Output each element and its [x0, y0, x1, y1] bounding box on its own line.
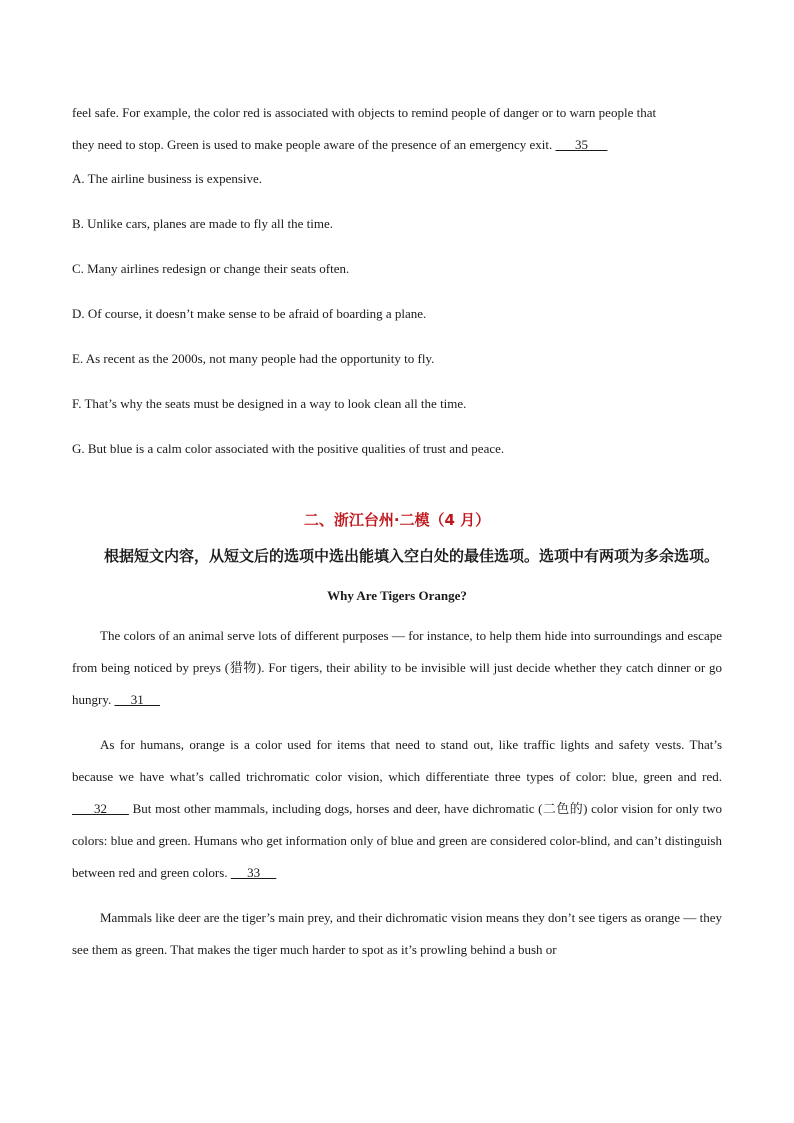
paragraph-2-text-b: But most other mammals, including dogs, horses and deer, have dichromatic (二色的) color vision for only two colors: blue and green. Humans who get information only of blue and green are considered color-blind, and can’t distinguish between red and green colors. — [72, 801, 723, 880]
options-list — [72, 169, 722, 459]
blank-32: 32 — [72, 801, 129, 816]
intro-line-2: they need to stop. Green is used to make people aware of the presence of an emergency exit. — [72, 137, 556, 152]
intro-line-1: feel safe. For example, the color red is associated with objects to remind people of danger or to warn people that — [72, 105, 657, 120]
option-c: C. Many airlines redesign or change their seats often. — [72, 261, 350, 276]
article-paragraph-2 — [72, 729, 722, 889]
option-f: F. That’s why the seats must be designed in a way to look clean all the time. — [72, 396, 467, 411]
blank-31: 31 — [114, 692, 160, 707]
paragraph-1-text: The colors of an animal serve lots of different purposes — for instance, to help them hide into surroundings and escape from being noticed by preys (猎物). For tigers, their ability to be invisible will just decide whether they catch dinner or go hungry. — [72, 628, 722, 707]
paragraph-2-text-a: As for humans, orange is a color used for items that need to stand out, like traffic lights and safety vests. That’s because we have what’s called trichromatic color vision, which differentiate three types of color: blue, green and red. — [72, 737, 722, 784]
option-d: D. Of course, it doesn’t make sense to be afraid of boarding a plane. — [72, 306, 427, 321]
option-a: A. The airline business is expensive. — [72, 171, 263, 186]
blank-33: 33 — [230, 865, 277, 880]
article-paragraph-3: Mammals like deer are the tiger’s main prey, and their dichromatic vision means they don’t see tigers as orange — they see them as green. That makes the tiger much harder to spot as it’s prowling behind a bush or — [72, 910, 722, 957]
option-b: B. Unlike cars, planes are made to fly all the time. — [72, 216, 333, 231]
option-e: E. As recent as the 2000s, not many people had the opportunity to fly. — [72, 351, 435, 366]
blank-35: 35 — [555, 137, 608, 152]
section-title: 二、浙江台州·二模（4 月） — [303, 511, 491, 529]
intro-paragraph — [72, 97, 722, 161]
article-title: Why Are Tigers Orange? — [327, 588, 467, 603]
option-g: G. But blue is a calm color associated with the positive qualities of trust and peace. — [72, 441, 505, 456]
page-content — [72, 97, 722, 966]
article-paragraph-1 — [72, 620, 722, 716]
section-instruction: 根据短文内容，从短文后的选项中选出能填入空白处的最佳选项。选项中有两项为多余选项。 — [104, 547, 720, 565]
